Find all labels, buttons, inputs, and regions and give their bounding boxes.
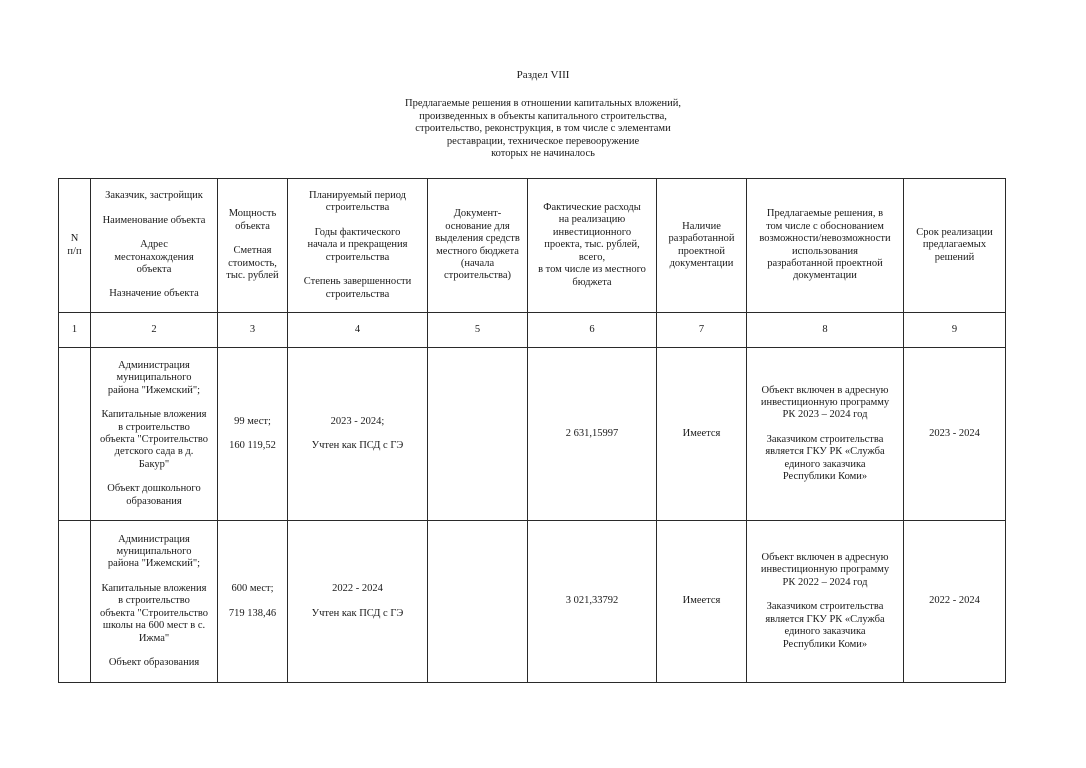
row-capacity-cost: 600 мест; 719 138,46: [218, 521, 288, 683]
row-actual-expenses: 2 631,15997: [528, 348, 657, 521]
row-object-description: Администрация муниципального района "Ижемский"; Капитальные вложения в строительство объекта "Строительство школы на 600 мест в с. Ижма" Объект образования: [91, 521, 218, 683]
column-number: 3: [218, 313, 288, 348]
row-documentation: Имеется: [657, 348, 747, 521]
section-title: Раздел VIII: [516, 69, 570, 81]
column-number: 5: [428, 313, 528, 348]
header-capacity-cost: Мощность объекта Сметная стоимость, тыс. рублей: [218, 179, 288, 313]
table-row: [59, 348, 1006, 521]
column-number: 4: [288, 313, 428, 348]
row-number: [59, 521, 91, 683]
column-number-row: [59, 313, 1006, 348]
column-number: 1: [59, 313, 91, 348]
row-proposed-decision: Объект включен в адресную инвестиционную программу РК 2023 – 2024 год Заказчиком строительства является ГКУ РК «Служба единого заказчика Республики Коми»: [747, 348, 904, 521]
column-number: 2: [91, 313, 218, 348]
document-heading: [333, 98, 753, 161]
heading-line: произведенных в объекты капитального строительства,: [419, 110, 667, 122]
table-row: [59, 521, 1006, 683]
column-number: 9: [904, 313, 1006, 348]
header-number: N п/п: [59, 179, 91, 313]
header-basis-document: Документ- основание для выделения средств местного бюджета (начала строительства): [428, 179, 528, 313]
header-actual-expenses: Фактические расходы на реализацию инвестиционного проекта, тыс. рублей, всего, в том числе из местного бюджета: [528, 179, 657, 313]
header-customer-object: Заказчик, застройщик Наименование объекта Адрес местонахождения объекта Назначение объекта: [91, 179, 218, 313]
column-number: 8: [747, 313, 904, 348]
row-basis-document: [428, 521, 528, 683]
row-implementation-term: 2023 - 2024: [904, 348, 1006, 521]
row-documentation: Имеется: [657, 521, 747, 683]
row-actual-expenses: 3 021,33792: [528, 521, 657, 683]
investment-table: [58, 178, 1006, 683]
header-construction-period: Планируемый период строительства Годы фактического начала и прекращения строительства Степень завершенности строительства: [288, 179, 428, 313]
row-number: [59, 348, 91, 521]
table-header-row: [59, 179, 1006, 313]
row-construction-period: 2022 - 2024 Учтен как ПСД с ГЭ: [288, 521, 428, 683]
row-basis-document: [428, 348, 528, 521]
row-object-description: Администрация муниципального района "Ижемский"; Капитальные вложения в строительство объекта "Строительство детского сада в д. Бакур" Объект дошкольного образования: [91, 348, 218, 521]
heading-line: Предлагаемые решения в отношении капитальных вложений,: [405, 98, 681, 109]
heading-line: строительство, реконструкция, в том числе с элементами: [415, 123, 671, 135]
header-implementation-term: Срок реализации предлагаемых решений: [904, 179, 1006, 313]
row-construction-period: 2023 - 2024; Учтен как ПСД с ГЭ: [288, 348, 428, 521]
row-capacity-cost: 99 мест; 160 119,52: [218, 348, 288, 521]
heading-line: которых не начиналось: [491, 148, 595, 160]
header-proposed-decisions: Предлагаемые решения, в том числе с обоснованием возможности/невозможности использования разработанной проектной документации: [747, 179, 904, 313]
row-implementation-term: 2022 - 2024: [904, 521, 1006, 683]
header-documentation: Наличие разработанной проектной документации: [657, 179, 747, 313]
row-proposed-decision: Объект включен в адресную инвестиционную программу РК 2022 – 2024 год Заказчиком строительства является ГКУ РК «Служба единого заказчика Республики Коми»: [747, 521, 904, 683]
column-number: 7: [657, 313, 747, 348]
heading-line: реставрации, техническое перевооружение: [446, 135, 640, 147]
column-number: 6: [528, 313, 657, 348]
